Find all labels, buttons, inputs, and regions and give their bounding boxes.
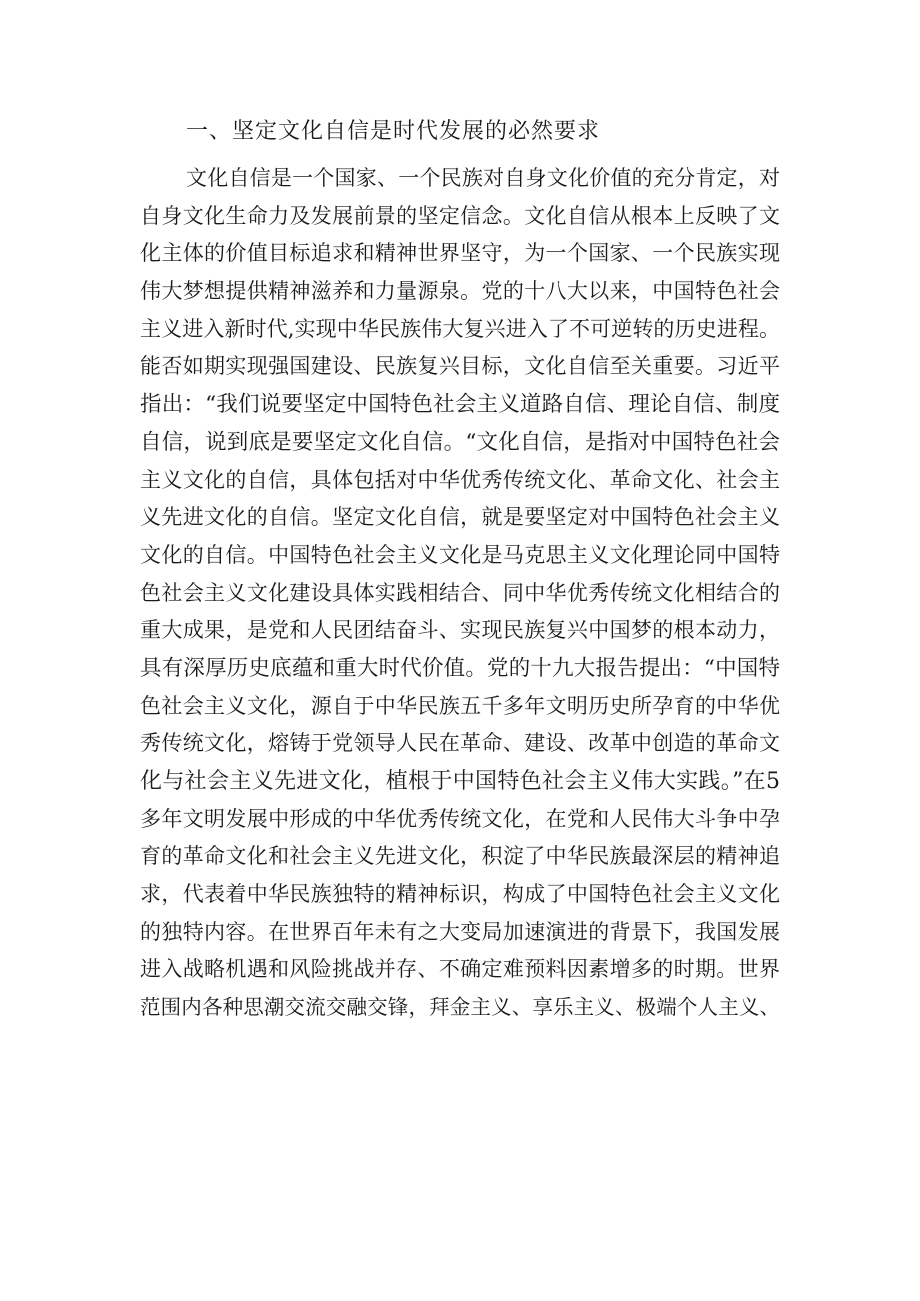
text-line: 重大成果，是党和人民团结奋斗、实现民族复兴中国梦的根本动力， [140, 618, 780, 643]
text-line: 化与社会主义先进文化，植根于中国特色社会主义伟大实践。”在5 [140, 769, 780, 794]
text-line: 范围内各种思潮交流交融交锋，拜金主义、享乐主义、极端个人主义、 [140, 995, 780, 1020]
text-line: 主义文化的自信，具体包括对中华优秀传统文化、革命文化、社会主 [140, 467, 780, 492]
text-line: 指出：“我们说要坚定中国特色社会主义道路自信、理论自信、制度 [140, 392, 780, 418]
text-line: 色社会主义文化建设具体实践相结合、同中华优秀传统文化相结合的 [140, 580, 780, 605]
text-line: 文化自信是一个国家、一个民族对自身文化价值的充分肯定，对 [186, 166, 780, 190]
text-line: 义先进文化的自信。坚定文化自信，就是要坚定对中国特色社会主义 [140, 505, 780, 530]
section-heading: 一、坚定文化自信是时代发展的必然要求 [186, 119, 601, 144]
text-line: 自信，说到底是要坚定文化自信。“文化自信，是指对中国特色社会 [140, 429, 780, 455]
text-line: 进入战略机遇和风险挑战并存、不确定难预料因素增多的时期。世界 [140, 957, 780, 982]
text-line: 色社会主义文化，源自于中华民族五千多年文明历史所孕育的中华优 [140, 693, 780, 718]
text-line: 多年文明发展中形成的中华优秀传统文化，在党和人民伟大斗争中孕 [140, 806, 780, 831]
text-line: 秀传统文化，熔铸于党领导人民在革命、建设、改革中创造的革命文 [140, 731, 780, 756]
text-line: 能否如期实现强国建设、民族复兴目标，文化自信至关重要。习近平 [140, 354, 780, 379]
text-line: 化主体的价值目标追求和精神世界坚守，为一个国家、一个民族实现 [140, 241, 780, 266]
text-line: 求，代表着中华民族独特的精神标识，构成了中国特色社会主义文化 [140, 882, 780, 907]
text-line: 伟大梦想提供精神滋养和力量源泉。党的十八大以来，中国特色社会 [140, 279, 780, 304]
text-line: 主义进入新时代,实现中华民族伟大复兴进入了不可逆转的历史进程。 [140, 316, 780, 341]
body-paragraph [140, 160, 780, 1027]
text-line: 具有深厚历史底蕴和重大时代价值。党的十九大报告提出：“中国特 [140, 655, 780, 681]
text-line: 文化的自信。中国特色社会主义文化是马克思主义文化理论同中国特 [140, 542, 780, 567]
text-line: 育的革命文化和社会主义先进文化，积淀了中华民族最深层的精神追 [140, 844, 780, 869]
text-line: 自身文化生命力及发展前景的坚定信念。文化自信从根本上反映了文 [140, 203, 780, 228]
text-line: 的独特内容。在世界百年未有之大变局加速演进的背景下，我国发展 [140, 919, 780, 944]
